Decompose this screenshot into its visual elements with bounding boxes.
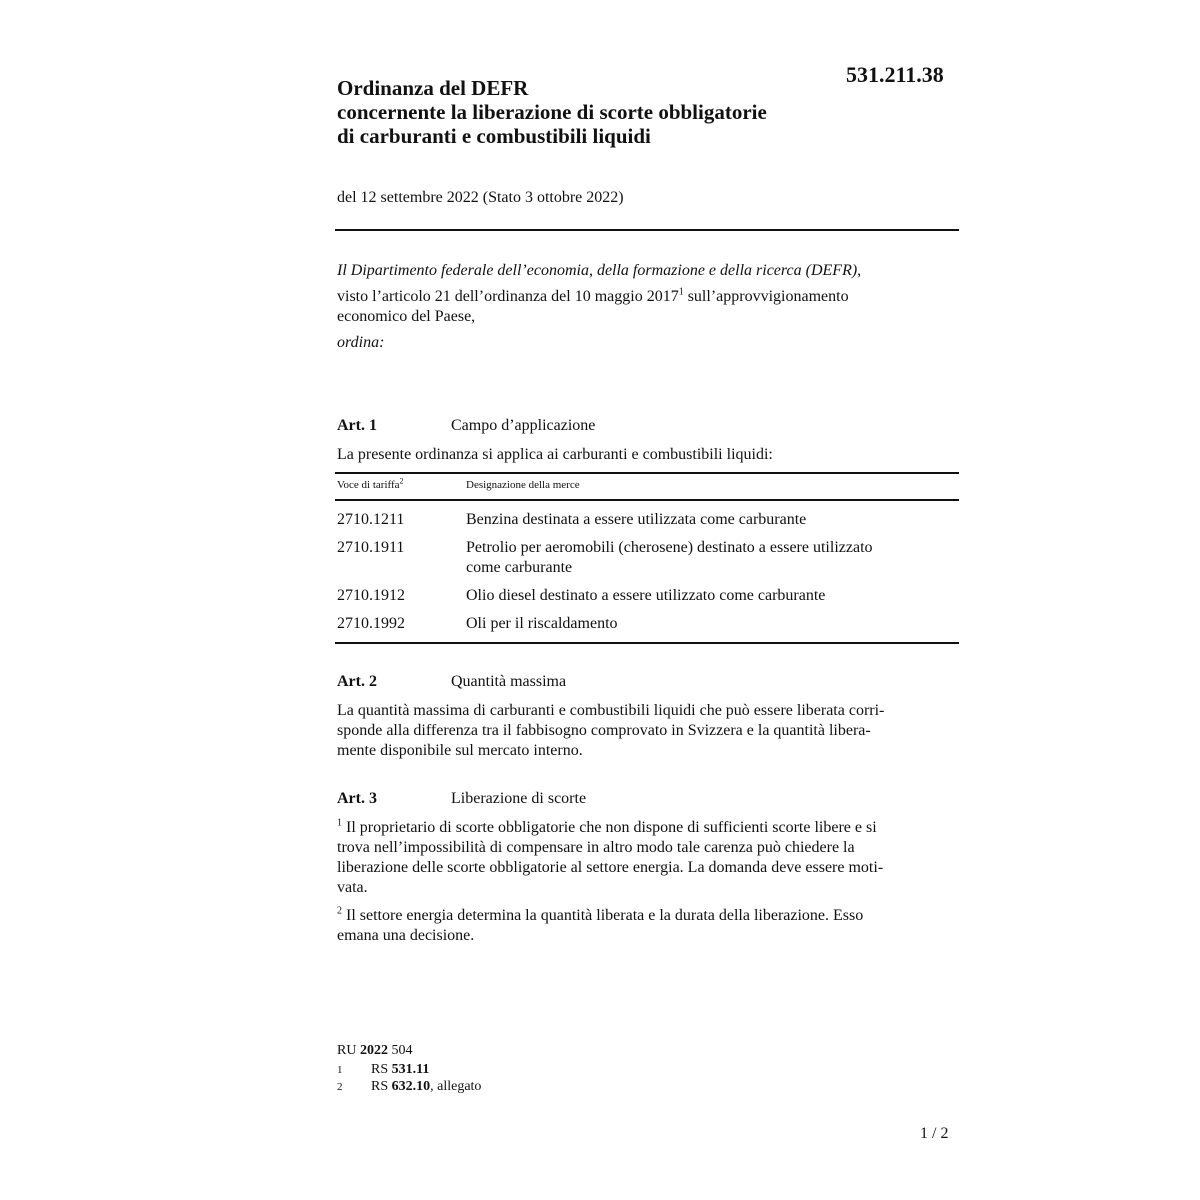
art3-title: Liberazione di scorte: [451, 790, 587, 807]
preamble-authority: Il Dipartimento federale dell’economia, della formazione e della ricerca (DEFR),: [337, 262, 862, 279]
date-line: del 12 settembre 2022 (Stato 3 ottobre 2022): [337, 189, 624, 206]
table-bottom-rule: [335, 642, 959, 644]
table-row-code: 2710.1211: [337, 511, 405, 528]
footnote-suffix: , allegato: [430, 1079, 482, 1094]
table-row-code: 2710.1911: [337, 539, 405, 556]
document-title: [337, 76, 767, 148]
art1-intro: La presente ordinanza si applica ai carburanti e combustibili liquidi:: [337, 446, 773, 463]
footnote-mark: 2: [337, 1081, 343, 1093]
visto-text-a: visto l’articolo 21 dell’ordinanza del 10 maggio 2017: [337, 288, 679, 305]
ru-prefix: RU: [337, 1043, 360, 1058]
art3-number: Art. 3: [337, 790, 377, 807]
art1-number: Art. 1: [337, 417, 377, 434]
footnote-1: [337, 1062, 429, 1078]
page-number: 1 / 2: [920, 1125, 949, 1142]
preamble-visto: [337, 287, 957, 327]
table-header-designation: Designazione della merce: [466, 479, 580, 491]
ru-number: 504: [387, 1043, 413, 1058]
footnote-prefix: RS: [371, 1062, 392, 1077]
table-row-desc: Olio diesel destinato a essere utilizzato come carburante: [466, 587, 826, 604]
art3-line: trova nell’impossibilità di compensare in altro modo tale carenza può chiedere la: [337, 839, 855, 856]
art2-number: Art. 2: [337, 673, 377, 690]
table-row-desc-line: come carburante: [466, 559, 573, 576]
table-row-desc: Oli per il riscaldamento: [466, 615, 618, 632]
ru-year: 2022: [359, 1043, 388, 1058]
art2-line: mente disponibile sul mercato interno.: [337, 742, 583, 759]
header-rule: [335, 229, 959, 231]
footnote-prefix: RS: [371, 1079, 392, 1094]
table-row-desc: Benzina destinata a essere utilizzata come carburante: [466, 511, 807, 528]
table-header-tariff: [337, 476, 404, 491]
ru-reference: [337, 1043, 412, 1059]
table-header-rule: [335, 499, 959, 501]
footnote-sr-number[interactable]: 531.11: [391, 1062, 430, 1077]
title-line-1: Ordinanza del DEFR: [337, 76, 529, 100]
art3-line: liberazione delle scorte obbligatorie al settore energia. La domanda deve essere moti-: [337, 859, 884, 876]
footnote-ref-2[interactable]: 2: [399, 476, 404, 486]
art2-text: [337, 701, 957, 761]
paragraph-number: 2: [337, 905, 342, 917]
sr-number: 531.211.38: [846, 62, 944, 87]
art1-title: Campo d’applicazione: [451, 417, 596, 434]
art3-line: Il settore energia determina la quantità liberata e la durata della liberazione. Esso: [342, 907, 864, 924]
table-row-code: 2710.1912: [337, 587, 405, 604]
visto-text-b: sull’approvvigionamento: [683, 288, 849, 305]
art3-line: vata.: [337, 879, 368, 896]
paragraph-number: 1: [337, 817, 342, 829]
tariff-header-label: Voce di tariffa: [337, 479, 400, 491]
footnote-mark: 1: [337, 1064, 343, 1076]
table-row-desc: [466, 538, 956, 578]
table-top-rule: [335, 472, 959, 474]
art3-line: Il proprietario di scorte obbligatorie che non dispone di sufficienti scorte libere e si: [342, 819, 877, 836]
title-line-2: concernente la liberazione di scorte obbligatorie: [337, 100, 767, 124]
table-row-code: 2710.1992: [337, 615, 405, 632]
footnote-sr-number[interactable]: 632.10: [391, 1079, 431, 1094]
art2-line: sponde alla differenza tra il fabbisogno comprovato in Svizzera e la quantità libera-: [337, 722, 871, 739]
art2-title: Quantità massima: [451, 673, 567, 690]
art3-line: emana una decisione.: [337, 927, 475, 944]
footnote-ref-1[interactable]: 1: [678, 286, 684, 298]
art3-paragraph-1: [337, 818, 957, 898]
visto-text-c: economico del Paese,: [337, 308, 476, 325]
preamble-ordina: ordina:: [337, 334, 385, 351]
table-row-desc-line: Petrolio per aeromobili (cherosene) destinato a essere utilizzato: [466, 539, 873, 556]
art3-paragraph-2: [337, 906, 957, 946]
art2-line: La quantità massima di carburanti e combustibili liquidi che può essere liberata corri-: [337, 702, 885, 719]
footnote-2: [337, 1079, 481, 1095]
title-line-3: di carburanti e combustibili liquidi: [337, 124, 651, 148]
